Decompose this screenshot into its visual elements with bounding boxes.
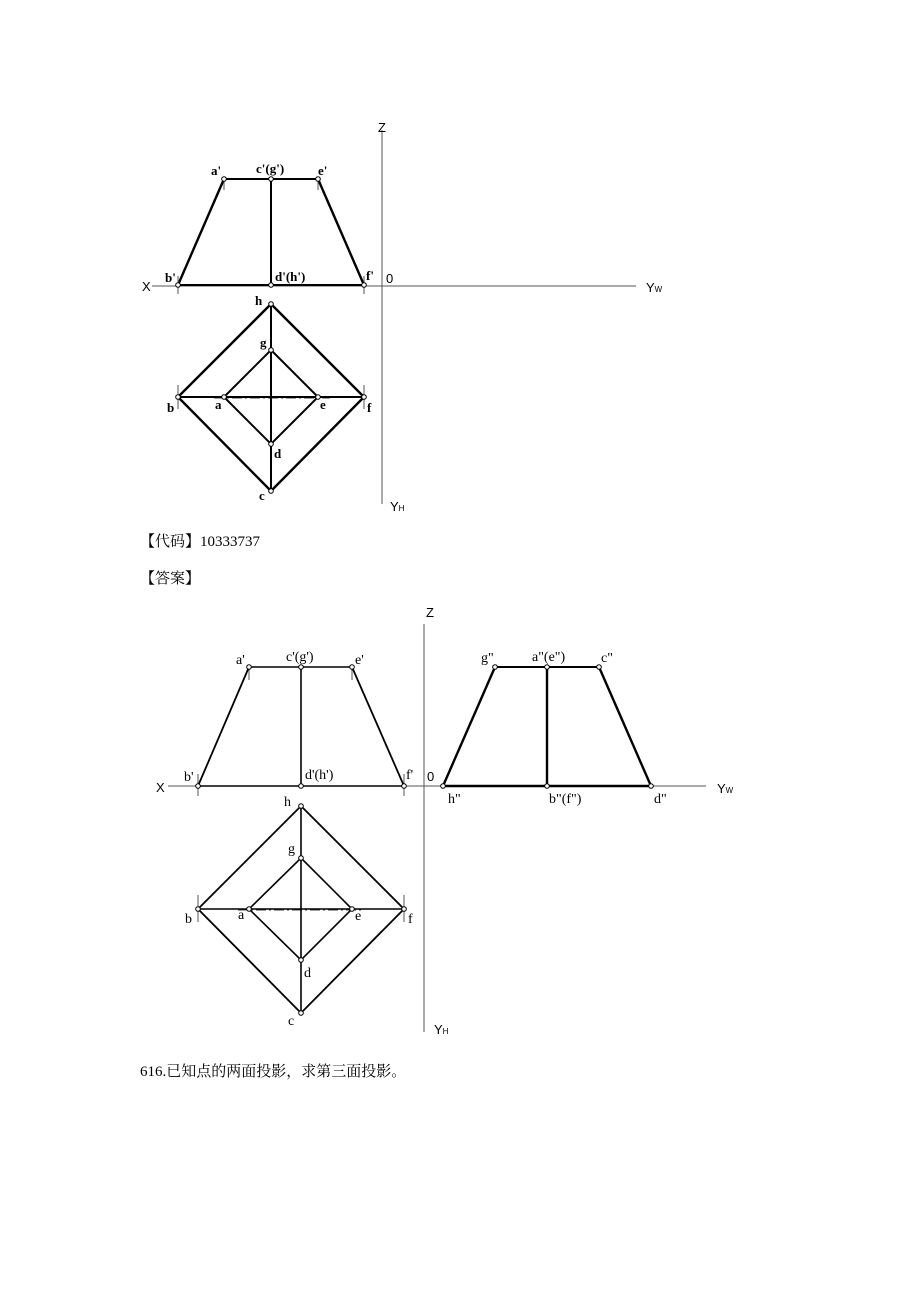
yh-label: YH: [390, 499, 405, 514]
label-a-prime: a': [211, 163, 222, 178]
x-label-2: X: [156, 780, 165, 795]
side-view: [441, 665, 654, 789]
label-a-prime-2: a': [236, 653, 245, 668]
label-e-2: e: [355, 909, 362, 924]
label-f-prime-2: f': [406, 768, 414, 783]
figure-2-answer: [0, 590, 920, 1040]
z-label-2: Z: [426, 605, 434, 620]
code-line: [140, 530, 260, 551]
question-text: 已知点的两面投影，求第三面投影。: [166, 1064, 407, 1080]
label-a-e-dprime: a"(e"): [532, 650, 566, 665]
label-b: b: [167, 400, 175, 415]
z-label: Z: [378, 120, 386, 135]
x-label: X: [142, 279, 151, 294]
question-number: 616.: [140, 1064, 167, 1080]
front-view-2: [196, 665, 407, 796]
top-view: [176, 302, 367, 494]
label-d: d: [274, 446, 282, 461]
label-h: h: [255, 293, 263, 308]
label-f-prime: f': [366, 268, 374, 283]
label-b-2: b: [185, 912, 192, 927]
label-g-2: g: [288, 842, 295, 857]
top-view-2: [196, 804, 407, 1016]
label-c-2: c: [288, 1014, 295, 1029]
code-label: 【代码】: [140, 534, 201, 550]
figure-1-question: [0, 0, 920, 530]
label-f-2: f: [408, 912, 413, 927]
label-h-2: h: [284, 795, 291, 810]
yw-label: YW: [646, 280, 663, 295]
label-c-dprime: c": [601, 651, 613, 666]
yh-label-2: YH: [434, 1022, 449, 1037]
label-d-h-prime: d'(h'): [275, 269, 306, 284]
label-h-dprime: h": [448, 792, 461, 807]
label-b-prime: b': [165, 270, 176, 285]
origin-label: 0: [386, 271, 394, 286]
question-line: [140, 1060, 406, 1081]
yw-label-2: YW: [717, 781, 734, 796]
label-d-h-prime-2: d'(h'): [305, 768, 334, 783]
label-a-2: a: [238, 908, 245, 923]
label-g: g: [260, 335, 267, 350]
label-c-g-prime-2: c'(g'): [286, 650, 314, 665]
label-b-prime-2: b': [184, 770, 194, 785]
label-e-prime-2: e': [355, 653, 364, 668]
label-d-dprime: d": [654, 792, 667, 807]
answer-label: 【答案】: [140, 571, 201, 587]
origin-label-2: 0: [427, 769, 435, 784]
label-d-2: d: [304, 966, 311, 981]
label-g-dprime: g": [481, 651, 494, 666]
label-b-f-dprime: b"(f"): [549, 792, 582, 807]
front-view: [176, 177, 367, 294]
label-c-g-prime: c'(g'): [256, 161, 285, 176]
code-value: 10333737: [200, 534, 261, 550]
label-a: a: [215, 397, 222, 412]
label-e-prime: e': [318, 163, 328, 178]
label-f: f: [367, 400, 372, 415]
answer-line: [140, 567, 200, 588]
label-e: e: [320, 397, 326, 412]
label-c: c: [259, 488, 265, 503]
